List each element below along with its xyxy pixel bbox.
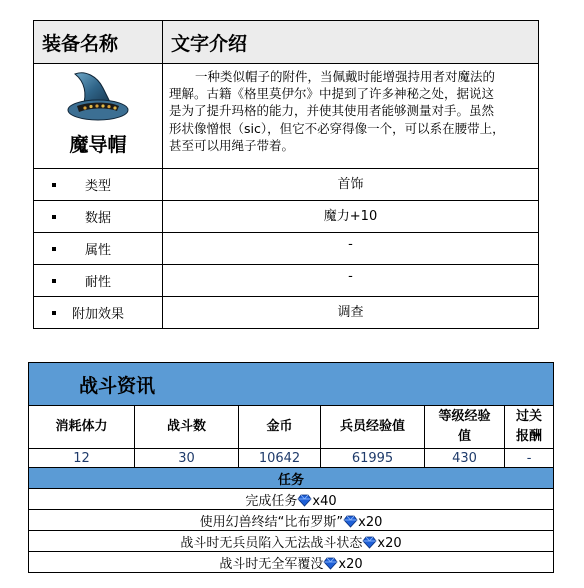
column-header-line: 兵员经验值 (339, 419, 405, 434)
attribute-value: 调查 (163, 297, 539, 329)
description-line: 理解。古籍《格里莫伊尔》中提到了许多神秘之处，据说这 (169, 86, 495, 102)
blue-gem-icon (362, 536, 377, 549)
bullet-icon (52, 247, 56, 251)
value-soldier-exp: 61995 (321, 449, 425, 468)
attribute-key (34, 169, 163, 201)
battle-title-row (29, 363, 554, 406)
task-text: 完成任务 (245, 493, 298, 509)
wizard-hat-icon (65, 68, 131, 126)
blue-gem-icon (297, 494, 312, 507)
bullet-icon (52, 215, 56, 219)
column-header-line: 金币 (266, 419, 293, 434)
task-text: 使用幻兽终结“比布罗斯” (199, 514, 344, 530)
attribute-key-label: 类型 (84, 179, 111, 194)
attribute-row-type (34, 169, 539, 201)
task-count: x20 (338, 556, 363, 572)
battle-column-header-row (29, 406, 554, 449)
attribute-key-label: 耐性 (84, 275, 111, 290)
item-description (163, 64, 539, 169)
task-count: x20 (358, 514, 383, 530)
task-item (29, 552, 554, 573)
column-header-clear-reward (505, 406, 554, 449)
task-text: 战斗时无全军覆没 (219, 556, 324, 572)
battle-values-row (29, 449, 554, 468)
attribute-key (34, 297, 163, 329)
attribute-row-data (34, 201, 539, 233)
value-battles: 30 (135, 449, 239, 468)
column-header-line: 战斗数 (166, 419, 206, 434)
task-item (29, 531, 554, 552)
attribute-key (34, 233, 163, 265)
attribute-value: - (163, 233, 539, 265)
equipment-item-row (34, 64, 539, 169)
attribute-row-extra-effect (34, 297, 539, 329)
task-row (29, 489, 554, 510)
battle-title: 战斗资讯 (29, 363, 554, 406)
attribute-key-label: 附加效果 (71, 307, 124, 322)
task-item (29, 489, 554, 510)
description-line: 一种类似帽子的附件，当佩戴时能增强持用者对魔法的 (195, 69, 496, 84)
item-name: 魔导帽 (69, 134, 127, 156)
blue-gem-icon (343, 515, 358, 528)
column-header-battles (135, 406, 239, 449)
task-row (29, 552, 554, 573)
attribute-value: 首饰 (163, 169, 539, 201)
header-equipment-name: 装备名称 (34, 21, 163, 64)
attribute-key (34, 201, 163, 233)
attribute-row-element (34, 233, 539, 265)
column-header-soldier-exp (321, 406, 425, 449)
tasks-header: 任务 (29, 468, 554, 489)
description-line: 形状像憎恨（sic），但它不必穿得像一个，可以系在腰带上， (169, 120, 505, 136)
column-header-stamina (29, 406, 135, 449)
bullet-icon (52, 311, 56, 315)
task-text: 战斗时无兵员陷入无法战斗状态 (180, 535, 363, 551)
column-header-line: 报酬 (516, 429, 543, 444)
value-gold: 10642 (239, 449, 321, 468)
equipment-header-row (34, 21, 539, 64)
value-stamina: 12 (29, 449, 135, 468)
value-level-exp: 430 (425, 449, 505, 468)
description-line: 甚至可以用绳子带着。 (169, 137, 295, 153)
item-image-cell (34, 64, 163, 169)
task-row (29, 531, 554, 552)
column-header-line: 等级经验 (438, 409, 491, 424)
bullet-icon (52, 183, 56, 187)
value-clear-reward: - (505, 449, 554, 468)
blue-gem-icon (323, 557, 338, 570)
attribute-value: 魔力+10 (163, 201, 539, 233)
attribute-key (34, 265, 163, 297)
header-text-intro: 文字介绍 (163, 21, 539, 64)
column-header-line: 消耗体力 (55, 419, 108, 434)
attribute-value: - (163, 265, 539, 297)
battle-info-table (28, 362, 554, 573)
column-header-level-exp (425, 406, 505, 449)
description-line: 是为了提升玛格的能力，并使其使用者能够测量对手。虽然 (169, 103, 495, 119)
attribute-row-resistance (34, 265, 539, 297)
column-header-line: 值 (457, 429, 471, 444)
attribute-key-label: 数据 (84, 211, 111, 226)
task-count: x40 (312, 493, 337, 509)
task-row (29, 510, 554, 531)
column-header-line: 过关 (516, 409, 543, 424)
equipment-table (33, 20, 539, 329)
tasks-header-row (29, 468, 554, 489)
attribute-key-label: 属性 (84, 243, 111, 258)
bullet-icon (52, 279, 56, 283)
task-item (29, 510, 554, 531)
column-header-gold (239, 406, 321, 449)
task-count: x20 (377, 535, 402, 551)
